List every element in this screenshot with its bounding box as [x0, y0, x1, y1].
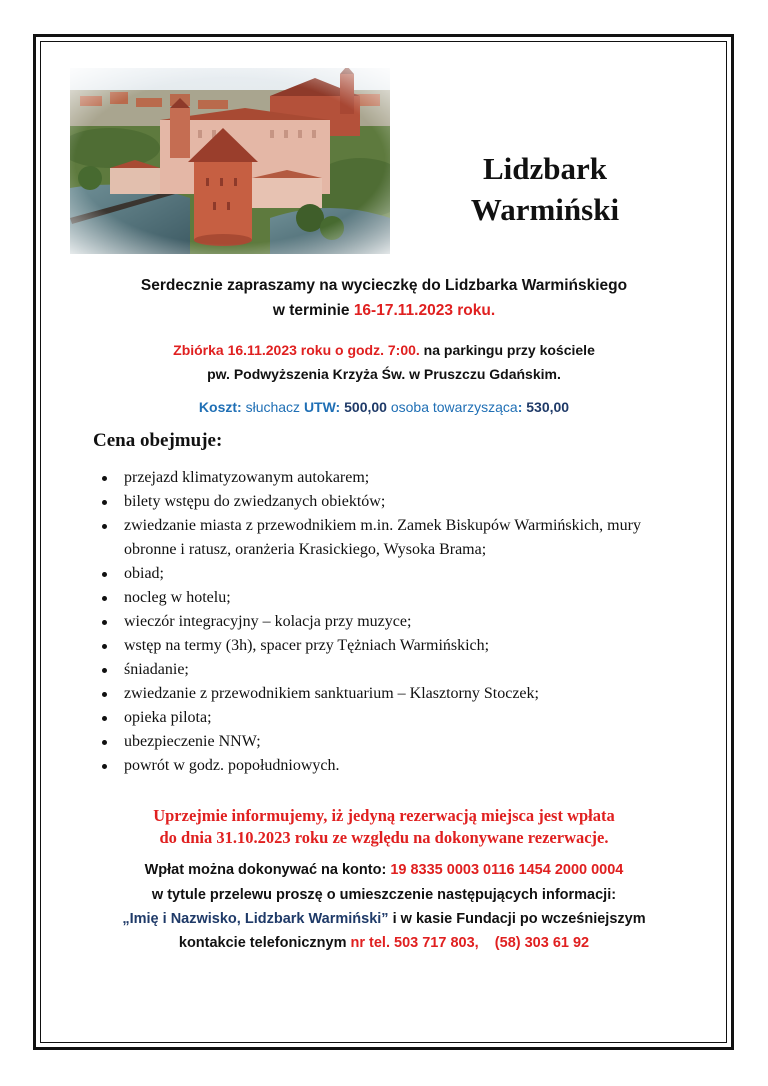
list-item: wieczór integracyjny – kolacja przy muzyce;: [93, 610, 693, 634]
payment-line-1: [60, 862, 708, 878]
list-item: wstęp na termy (3h), spacer przy Tężniach Warmińskich;: [93, 634, 693, 658]
list-item: zwiedzanie z przewodnikiem sanktuarium – Klasztorny Stoczek;: [93, 682, 693, 706]
notice-line-1: Uprzejmie informujemy, iż jedyną rezerwacją miejsca jest wpłata: [153, 806, 615, 825]
payment-line-3: [60, 911, 708, 927]
meeting-line-2: pw. Podwyższenia Krzyża Św. w Pruszczu Gdańskim.: [207, 366, 561, 382]
meeting-place-1: na parkingu przy kościele: [419, 342, 595, 358]
cost-companion-price: 530,00: [522, 399, 570, 415]
list-item: śniadanie;: [93, 658, 693, 682]
list-item: powrót w godz. popołudniowych.: [93, 754, 693, 778]
meeting-time: Zbiórka 16.11.2023 roku o godz. 7:00.: [173, 342, 420, 358]
cost-listener-text: słuchacz: [241, 399, 304, 415]
list-item: obiad;: [93, 562, 693, 586]
cost-label: Koszt:: [198, 399, 242, 415]
cost-companion-text: osoba towarzysząca: [386, 399, 518, 415]
intro-term-prefix: w terminie: [272, 302, 354, 319]
includes-heading: Cena obejmuje:: [93, 430, 223, 451]
cost-listener-price: 500,00: [340, 399, 387, 415]
contact-prefix: kontakcie telefonicznym: [178, 935, 351, 951]
meeting-line-1: [60, 342, 708, 358]
payment-prefix: Wpłat można dokonywać na konto:: [144, 862, 391, 878]
title-line-1: Lidzbark: [482, 151, 608, 186]
castle-photo: [70, 68, 390, 254]
payment-line-3-rest: i w kasie Fundacji po wcześniejszym: [388, 911, 646, 927]
cost-line: [60, 399, 708, 415]
transfer-title-quote: „Imię i Nazwisko, Lidzbark Warmiński”: [122, 911, 389, 927]
list-item: bilety wstępu do zwiedzanych obiektów;: [93, 490, 693, 514]
trip-dates: 16-17.11.2023 roku.: [353, 302, 496, 319]
notice-line-2: do dnia 31.10.2023 roku ze względu na dokonywane rezerwacje.: [159, 828, 609, 847]
title-line-2: Warmiński: [470, 192, 620, 227]
list-item: opieka pilota;: [93, 706, 693, 730]
cost-utw: UTW:: [303, 399, 341, 415]
payment-line-2: w tytule przelewu proszę o umieszczenie następujących informacji:: [151, 887, 617, 903]
list-item: ubezpieczenie NNW;: [93, 730, 693, 754]
payment-line-4: [60, 935, 708, 951]
includes-list: [93, 466, 693, 778]
intro-line-1: Serdecznie zapraszamy na wycieczkę do Lidzbarka Warmińskiego: [140, 277, 628, 294]
account-number: 19 8335 0003 0116 1454 2000 0004: [390, 862, 624, 878]
list-item: zwiedzanie miasta z przewodnikiem m.in. Zamek Biskupów Warmińskich, mury obronne i ratusz, oranżeria Krasickiego, Wysoka Brama;: [93, 514, 693, 562]
list-item: nocleg w hotelu;: [93, 586, 693, 610]
phone-numbers: nr tel. 503 717 803, (58) 303 61 92: [350, 935, 590, 951]
intro-line-2: [60, 302, 708, 320]
list-item: przejazd klimatyzowanym autokarem;: [93, 466, 693, 490]
cost-colon: :: [517, 399, 523, 415]
destination-title: [420, 148, 670, 230]
